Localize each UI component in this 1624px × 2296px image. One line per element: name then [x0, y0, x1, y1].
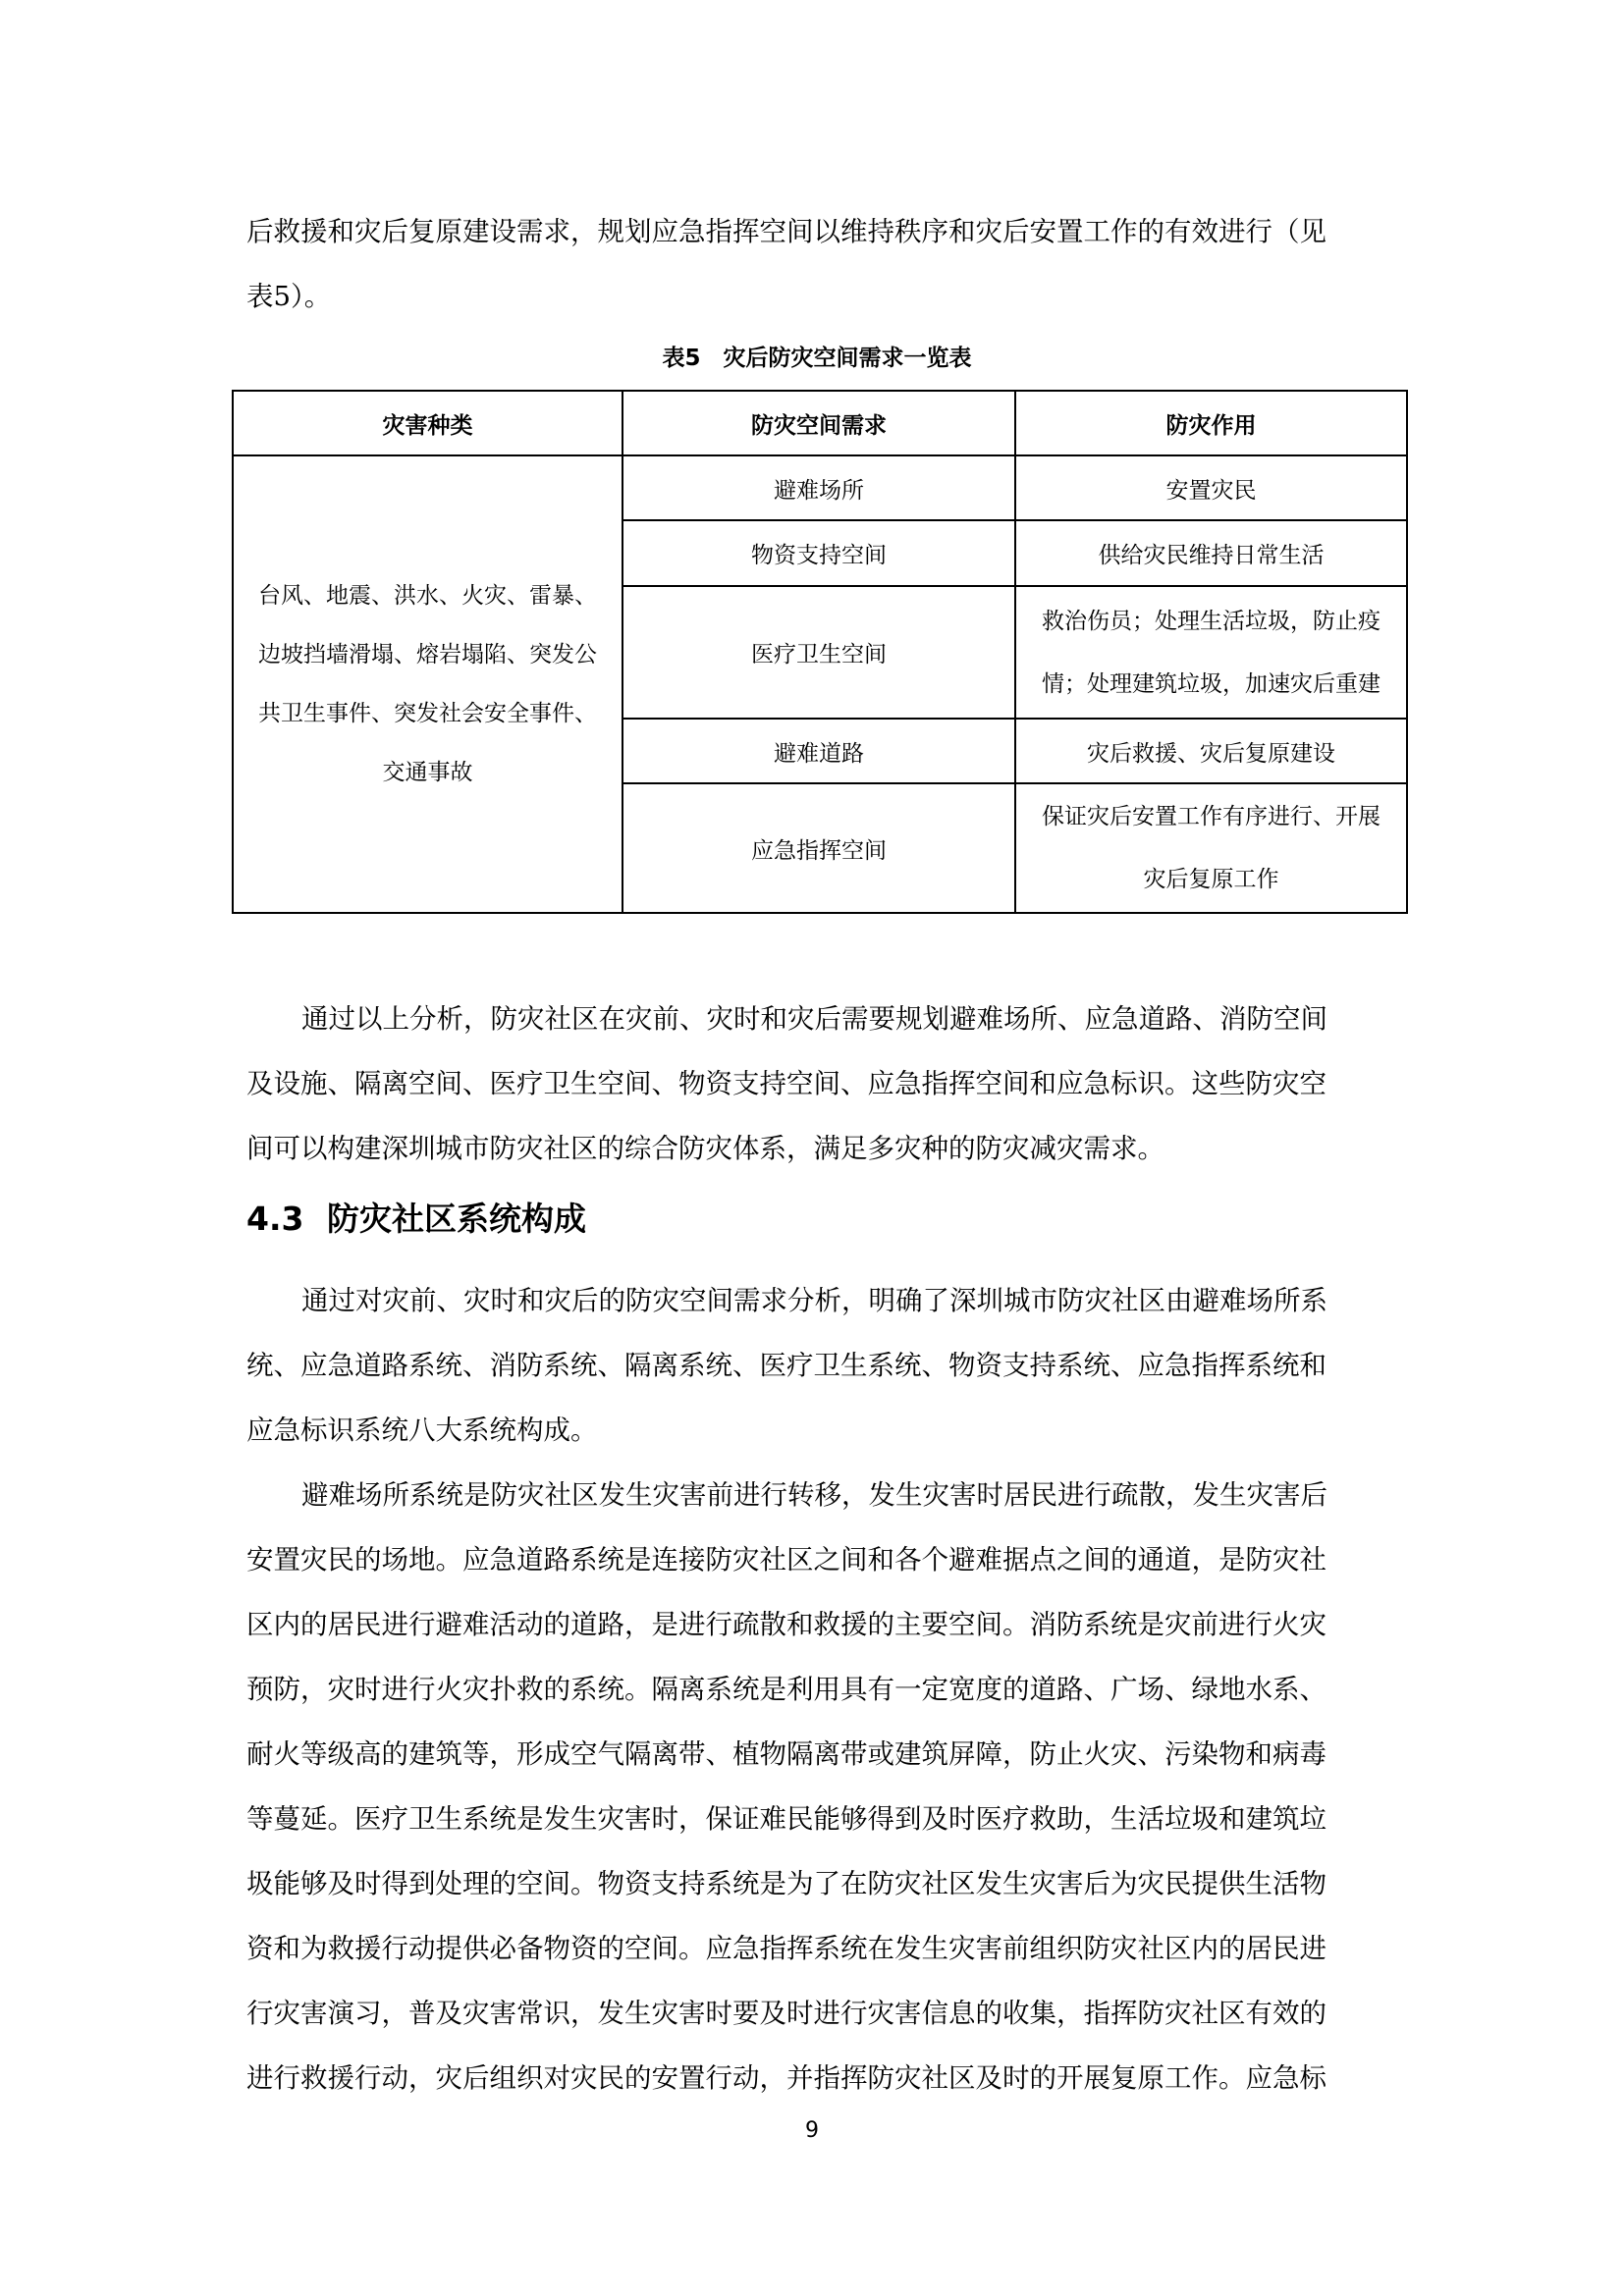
role-cell: 安置灾民 [1015, 455, 1407, 520]
text-line: 安置灾民的场地。应急道路系统是连接防灾社区之间和各个避难据点之间的通道，是防灾社 [246, 1544, 1326, 1575]
space-cell: 避难道路 [623, 719, 1015, 783]
paragraph-intro [246, 199, 1387, 329]
role-cell: 供给灾民维持日常生活 [1015, 520, 1407, 586]
paragraph-systems [246, 1268, 1387, 1463]
section-title: 防灾社区系统构成 [327, 1200, 586, 1238]
text-line: 统、应急道路系统、消防系统、隔离系统、医疗卫生系统、物资支持系统、应急指挥系统和 [246, 1350, 1326, 1381]
header-disaster-type: 灾害种类 [233, 391, 623, 455]
role-cell [1015, 783, 1407, 913]
hazard-line: 交通事故 [382, 760, 473, 785]
header-space-demand: 防灾空间需求 [623, 391, 1015, 455]
space-cell: 医疗卫生空间 [623, 586, 1015, 719]
text-line: 圾能够及时得到处理的空间。物资支持系统是为了在防灾社区发生灾害后为灾民提供生活物 [246, 1868, 1326, 1899]
text-line: 间可以构建深圳城市防灾社区的综合防灾体系，满足多灾种的防灾减灾需求。 [246, 1133, 1164, 1164]
text-line: 进行救援行动，灾后组织对灾民的安置行动，并指挥防灾社区及时的开展复原工作。应急标 [246, 2062, 1326, 2094]
role-line: 救治伤员；处理生活垃圾，防止疫 [1042, 608, 1380, 634]
role-line: 灾后复原工作 [1143, 867, 1279, 892]
text-line: 通过对灾前、灾时和灾后的防灾空间需求分析，明确了深圳城市防灾社区由避难场所系 [301, 1285, 1327, 1316]
text-line: 等蔓延。医疗卫生系统是发生灾害时，保证难民能够得到及时医疗救助，生活垃圾和建筑垃 [246, 1803, 1326, 1835]
text-line: 区内的居民进行避难活动的道路，是进行疏散和救援的主要空间。消防系统是灾前进行火灾 [246, 1609, 1326, 1640]
section-number: 4.3 [246, 1200, 304, 1238]
hazard-types-cell [233, 455, 623, 913]
table-row [233, 455, 1407, 520]
hazard-line: 台风、地震、洪水、火灾、雷暴、 [258, 583, 597, 609]
space-cell: 应急指挥空间 [623, 783, 1015, 913]
text-line: 通过以上分析，防灾社区在灾前、灾时和灾后需要规划避难场所、应急道路、消防空间 [301, 1003, 1327, 1035]
section-heading [246, 1194, 586, 1240]
text-line: 表5）。 [246, 281, 332, 312]
header-function: 防灾作用 [1015, 391, 1407, 455]
text-line: 行灾害演习，普及灾害常识，发生灾害时要及时进行灾害信息的收集，指挥防灾社区有效的 [246, 1998, 1326, 2029]
space-cell: 避难场所 [623, 455, 1015, 520]
page-number: 9 [805, 2118, 819, 2143]
paragraph-analysis [246, 987, 1387, 1181]
text-line: 预防，灾时进行火灾扑救的系统。隔离系统是利用具有一定宽度的道路、广场、绿地水系、 [246, 1674, 1326, 1705]
role-cell: 灾后救援、灾后复原建设 [1015, 719, 1407, 783]
table-caption: 表5 灾后防灾空间需求一览表 [662, 346, 972, 371]
text-line: 应急标识系统八大系统构成。 [246, 1415, 598, 1446]
text-line: 及设施、隔离空间、医疗卫生空间、物资支持空间、应急指挥空间和应急标识。这些防灾空 [246, 1068, 1326, 1099]
role-line: 情；处理建筑垃圾，加速灾后重建 [1042, 670, 1380, 697]
role-cell [1015, 586, 1407, 719]
disaster-space-table [232, 390, 1408, 914]
hazard-line: 共卫生事件、突发社会安全事件、 [258, 701, 597, 726]
hazard-line: 边坡挡墙滑塌、熔岩塌陷、突发公 [258, 642, 597, 667]
text-line: 后救援和灾后复原建设需求，规划应急指挥空间以维持秩序和灾后安置工作的有效进行（见 [246, 216, 1326, 247]
text-line: 避难场所系统是防灾社区发生灾害前进行转移，发生灾害时居民进行疏散，发生灾害后 [301, 1479, 1327, 1511]
text-line: 耐火等级高的建筑等，形成空气隔离带、植物隔离带或建筑屏障，防止火灾、污染物和病毒 [246, 1738, 1326, 1770]
text-line: 资和为救援行动提供必备物资的空间。应急指挥系统在发生灾害前组织防灾社区内的居民进 [246, 1933, 1326, 1964]
table-header-row [233, 391, 1407, 455]
role-line: 保证灾后安置工作有序进行、开展 [1042, 804, 1380, 829]
paragraph-system-details [246, 1463, 1387, 2110]
space-cell: 物资支持空间 [623, 520, 1015, 586]
